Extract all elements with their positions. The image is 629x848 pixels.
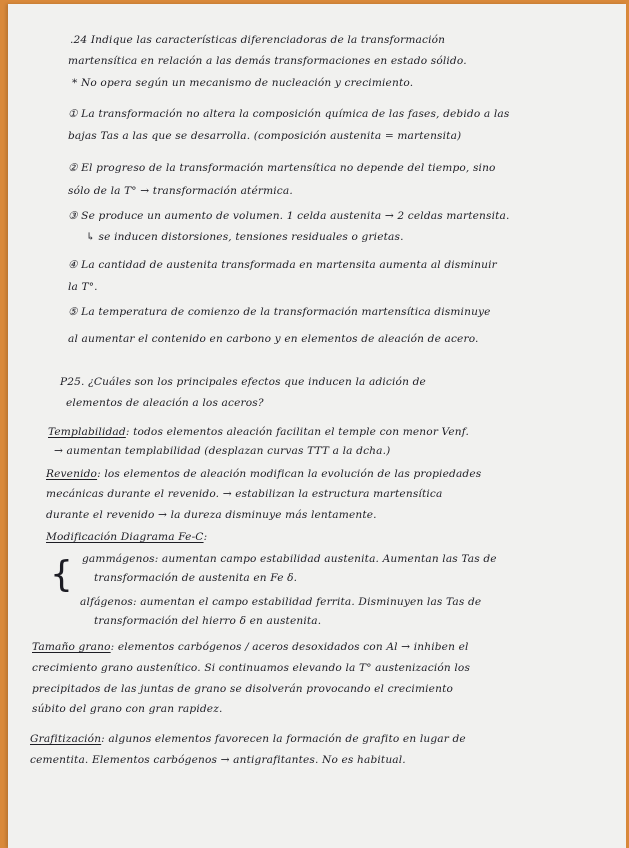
tamano-grano-line-4: súbito del grano con gran rapidez.: [32, 703, 223, 715]
templabilidad-heading: Templabilidad: [48, 426, 126, 438]
q24-item-3-line-1: ③ Se produce un aumento de volumen. 1 celda austenita → 2 celdas martensita.: [68, 210, 510, 222]
brace-symbol: {: [50, 554, 73, 595]
tamano-grano-heading: Tamaño grano: [32, 641, 111, 653]
revenido-text: : los elementos de aleación modifican la evolución de las propiedades: [97, 468, 482, 480]
templabilidad-line-2: → aumentan templabilidad (desplazan curvas TTT a la dcha.): [54, 445, 391, 457]
gammagenos-line-2: transformación de austenita en Fe δ.: [94, 572, 298, 584]
q24-title-line-1: .24 Indique las características diferenciadoras de la transformación: [70, 34, 446, 46]
templabilidad-text: : todos elementos aleación facilitan el temple con menor Venf.: [125, 426, 469, 438]
gammagenos-line-1: gammágenos: aumentan campo estabilidad austenita. Aumentan las Tas de: [82, 553, 497, 565]
q24-note: * No opera según un mecanismo de nucleación y crecimiento.: [72, 77, 414, 89]
tamano-grano-text: : elementos carbógenos / aceros desoxidados con Al → inhiben el: [110, 641, 469, 653]
modificacion-heading: Modificación Diagrama Fe-C: [46, 531, 204, 543]
revenido-line-3: durante el revenido → la dureza disminuye más lentamente.: [46, 509, 377, 521]
q24-item-4-line-2: la T°.: [68, 281, 98, 293]
q24-item-5-line-2: al aumentar el contenido en carbono y en elementos de aleación de acero.: [68, 333, 479, 345]
tamano-grano-line-1: [32, 641, 469, 653]
revenido-line-1: [46, 468, 481, 480]
revenido-heading: Revenido: [46, 468, 98, 480]
tamano-grano-line-2: crecimiento grano austenítico. Si continuamos elevando la T° austenización los: [32, 662, 471, 674]
alfagenos-line-1: alfágenos: aumentan el campo estabilidad ferrita. Disminuyen las Tas de: [80, 596, 482, 608]
modificacion-heading-line: [46, 531, 207, 543]
q24-item-5-line-1: ⑤ La temperatura de comienzo de la transformación martensítica disminuye: [68, 306, 491, 318]
q25-title-line-2: elementos de aleación a los aceros?: [66, 397, 264, 409]
grafitizacion-text: : algunos elementos favorecen la formación de grafito en lugar de: [101, 733, 466, 745]
revenido-line-2: mecánicas durante el revenido. → estabilizan la estructura martensítica: [46, 488, 443, 500]
templabilidad-line-1: [48, 426, 469, 438]
q24-title-line-2: martensítica en relación a las demás transformaciones en estado sólido.: [68, 55, 467, 67]
grafitizacion-heading: Grafitización: [30, 733, 102, 745]
grafitizacion-line-1: [30, 733, 466, 745]
q24-item-1-line-2: bajas Tas a las que se desarrolla. (composición austenita = martensita): [68, 130, 462, 142]
q24-item-2-line-2: sólo de la T° → transformación atérmica.: [68, 185, 293, 197]
q24-item-2-line-1: ② El progreso de la transformación martensítica no depende del tiempo, sino: [68, 162, 496, 174]
q24-item-1-line-1: ① La transformación no altera la composición química de las fases, debido a las: [68, 108, 510, 120]
modificacion-colon: :: [203, 531, 208, 543]
alfagenos-line-2: transformación del hierro δ en austenita.: [94, 615, 322, 627]
q24-item-4-line-1: ④ La cantidad de austenita transformada en martensita aumenta al disminuir: [68, 259, 497, 271]
tamano-grano-line-3: precipitados de las juntas de grano se disolverán provocando el crecimiento: [32, 683, 454, 695]
grafitizacion-line-2: cementita. Elementos carbógenos → antigrafitantes. No es habitual.: [30, 754, 406, 766]
q25-title-line-1: P25. ¿Cuáles son los principales efectos que inducen la adición de: [60, 376, 426, 388]
notebook-page: [8, 4, 626, 848]
q24-item-3-line-2: ↳ se inducen distorsiones, tensiones residuales o grietas.: [86, 231, 404, 243]
